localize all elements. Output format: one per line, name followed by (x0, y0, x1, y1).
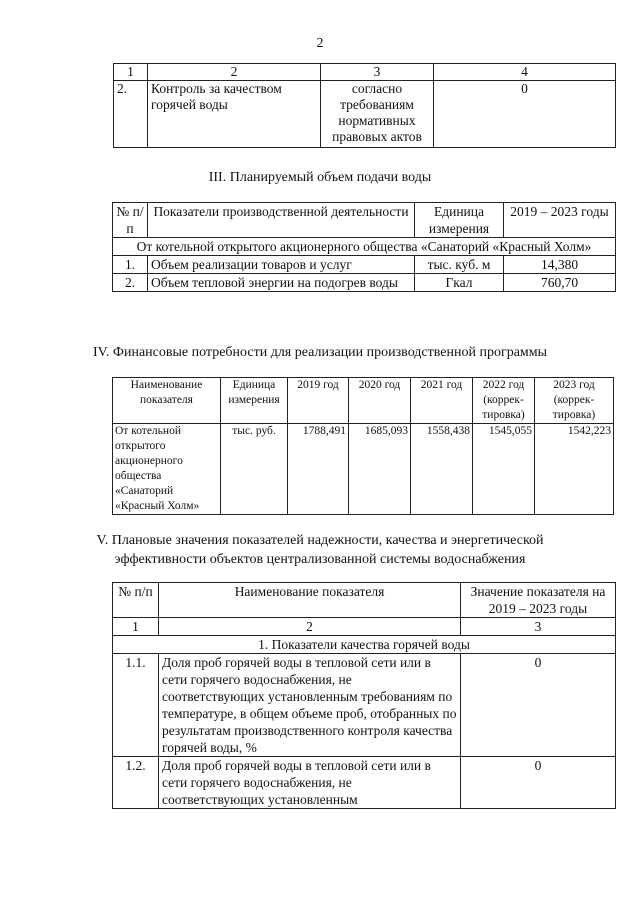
row-name: Объем реализации товаров и услуг (148, 256, 415, 274)
header-period: 2019 – 2023 годы (504, 203, 616, 238)
table-row (113, 424, 614, 515)
row-name: Контроль за качеством горячей воды (148, 81, 321, 148)
row-unit: тыс. руб. (221, 424, 288, 515)
table-row (114, 81, 616, 148)
table-header-row (113, 203, 616, 238)
row-value: 14,380 (504, 256, 616, 274)
header-num: № п/п (113, 203, 148, 238)
row-value: 0 (434, 81, 616, 148)
row-number: 2. (114, 81, 148, 148)
row-value-2022: 1545,055 (473, 424, 535, 515)
section-5-title-line-1: V. Плановые значения показателей надежности, качества и энергетической (96, 533, 544, 548)
header-name: Наименование показателя (159, 583, 461, 618)
row-value-2020: 1685,093 (349, 424, 411, 515)
row-value: 0 (461, 654, 616, 757)
row-value-2021: 1558,438 (411, 424, 473, 515)
table-row (113, 757, 616, 809)
row-value-2019: 1788,491 (288, 424, 349, 515)
row-value: 0 (461, 757, 616, 809)
section-5-title-line-2: эффективности объектов централизованной системы водоснабжения (114, 552, 526, 567)
header-2020: 2020 год (349, 378, 411, 424)
column-number: 1 (114, 64, 148, 81)
row-name: Доля проб горячей воды в тепловой сети или в сети горячего водоснабжения, не соответствующих установленным требованиям по температуре, в общем объеме проб, отобранных по результатам производственного контроля качества горячей воды, % (159, 654, 461, 757)
column-number: 2 (148, 64, 321, 81)
row-name: Объем тепловой энергии на подогрев воды (148, 274, 415, 292)
row-number: 2. (113, 274, 148, 292)
section-4-title: IV. Финансовые потребности для реализации производственной программы (92, 345, 548, 360)
table-header-row (113, 378, 614, 424)
header-2022: 2022 год (коррек-тировка) (473, 378, 535, 424)
row-number: 1.2. (113, 757, 159, 809)
header-value: Значение показателя на 2019 – 2023 годы (461, 583, 616, 618)
header-indicator: Показатели производственной деятельности (148, 203, 415, 238)
column-number: 1 (113, 618, 159, 636)
header-2021: 2021 год (411, 378, 473, 424)
header-name: Наименование показателя (113, 378, 221, 424)
column-number: 4 (434, 64, 616, 81)
financial-needs-table (112, 377, 614, 515)
row-unit: тыс. куб. м (415, 256, 504, 274)
planned-volume-table (112, 202, 616, 292)
column-number: 2 (159, 618, 461, 636)
row-name: Доля проб горячей воды в тепловой сети или в сети горячего водоснабжения, не соответствующих установленным (159, 757, 461, 809)
section-3-title: III. Планируемый объем подачи воды (208, 170, 432, 185)
page-number: 2 (316, 36, 324, 51)
column-number: 3 (461, 618, 616, 636)
row-number: 1. (113, 256, 148, 274)
row-value-2023: 1542,223 (535, 424, 614, 515)
header-unit: Единица измерения (221, 378, 288, 424)
group-row (113, 636, 616, 654)
row-number: 1.1. (113, 654, 159, 757)
row-basis: согласно требованиям нормативных правовых актов (321, 81, 434, 148)
row-value: 760,70 (504, 274, 616, 292)
group-title: От котельной открытого акционерного общества «Санаторий «Красный Холм» (113, 238, 616, 256)
group-title: 1. Показатели качества горячей воды (113, 636, 616, 654)
header-2019: 2019 год (288, 378, 349, 424)
indicators-table (112, 582, 616, 809)
row-name: От котельной открытого акционерного общества «Санаторий «Красный Холм» (113, 424, 221, 515)
row-unit: Гкал (415, 274, 504, 292)
header-2023: 2023 год (коррек-тировка) (535, 378, 614, 424)
column-number: 3 (321, 64, 434, 81)
table-row (113, 654, 616, 757)
control-table (113, 63, 616, 148)
group-row (113, 238, 616, 256)
header-unit: Единица измерения (415, 203, 504, 238)
table-row (113, 274, 616, 292)
column-numbers-row (113, 618, 616, 636)
table-header-row (113, 583, 616, 618)
table-row (113, 256, 616, 274)
header-num: № п/п (113, 583, 159, 618)
table-header-row (114, 64, 616, 81)
